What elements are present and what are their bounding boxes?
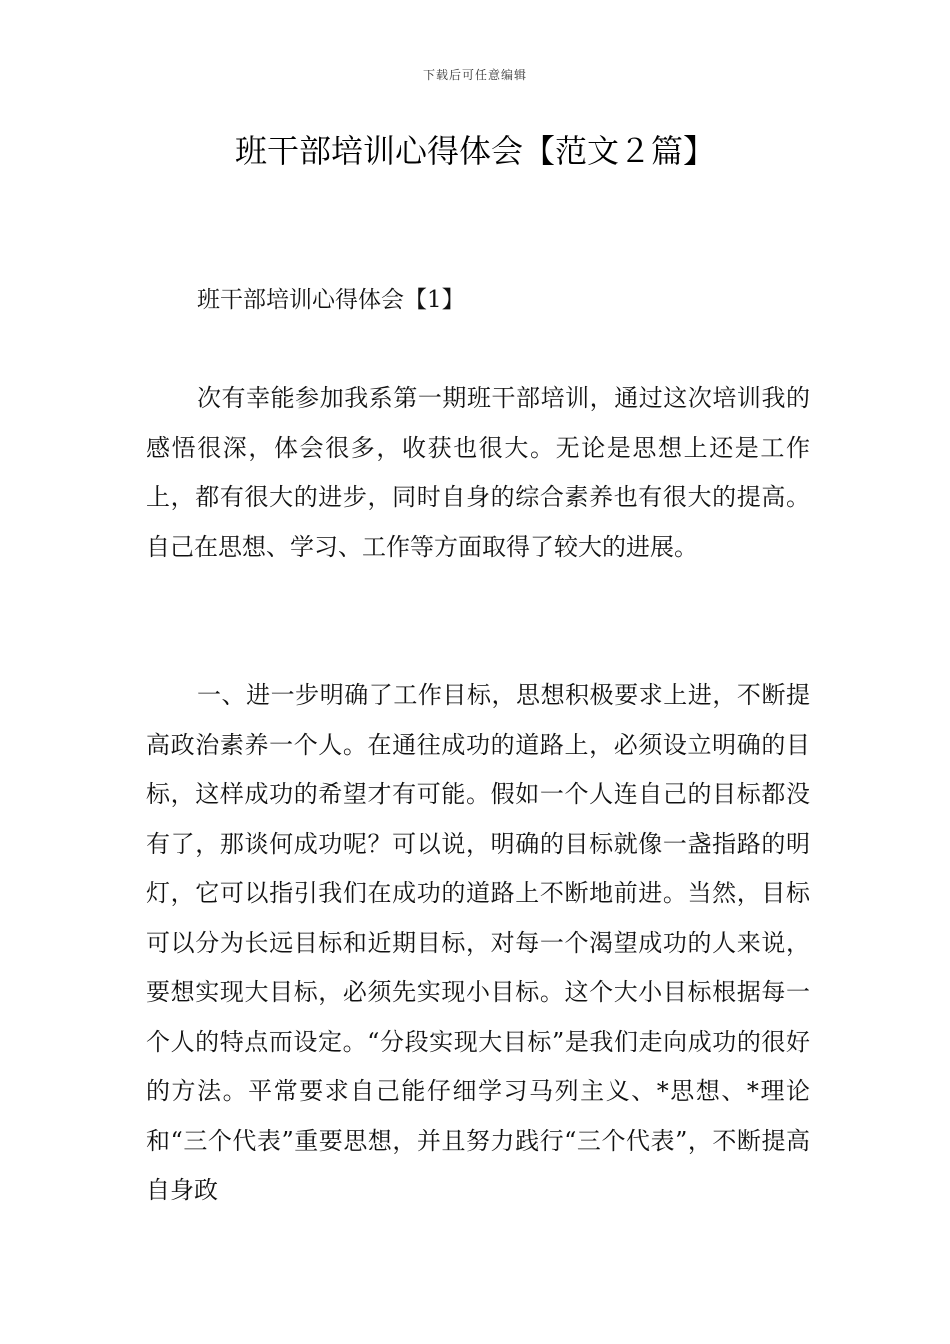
document-title: 班干部培训心得体会【范文２篇】	[234, 132, 715, 170]
header-note: 下载后可任意编辑	[422, 68, 527, 82]
section-heading: 班干部培训心得体会【1】	[197, 287, 465, 313]
paragraph-point-one: 一、进一步明确了工作目标，思想积极要求上进，不断提高政治素养一个人。在通往成功的道路上，必须设立明确的目标，这样成功的希望才有可能。假如一个人连自己的目标都没有了，那谈何成功呢？可以说，明确的目标就像一盏指路的明灯，它可以指引我们在成功的道路上不断地前进。当然，目标可以分为长远目标和近期目标，对每一个渴望成功的人来说，要想实现大目标，必须先实现小目标。这个大小目标根据每一个人的特点而设定。“分段实现大目标”是我们走向成功的很好的方法。平常要求自己能仔细学习马列主义、*思想、*理论和“三个代表”重要思想，并且努力践行“三个代表”，不断提高自身政	[146, 681, 810, 1204]
paragraph-intro: 次有幸能参加我系第一期班干部培训，通过这次培训我的感悟很深，体会很多，收获也很大。无论是思想上还是工作上，都有很大的进步，同时自身的综合素养也有很大的提高。自己在思想、学习、工作等方面取得了较大的进展。	[146, 384, 810, 561]
